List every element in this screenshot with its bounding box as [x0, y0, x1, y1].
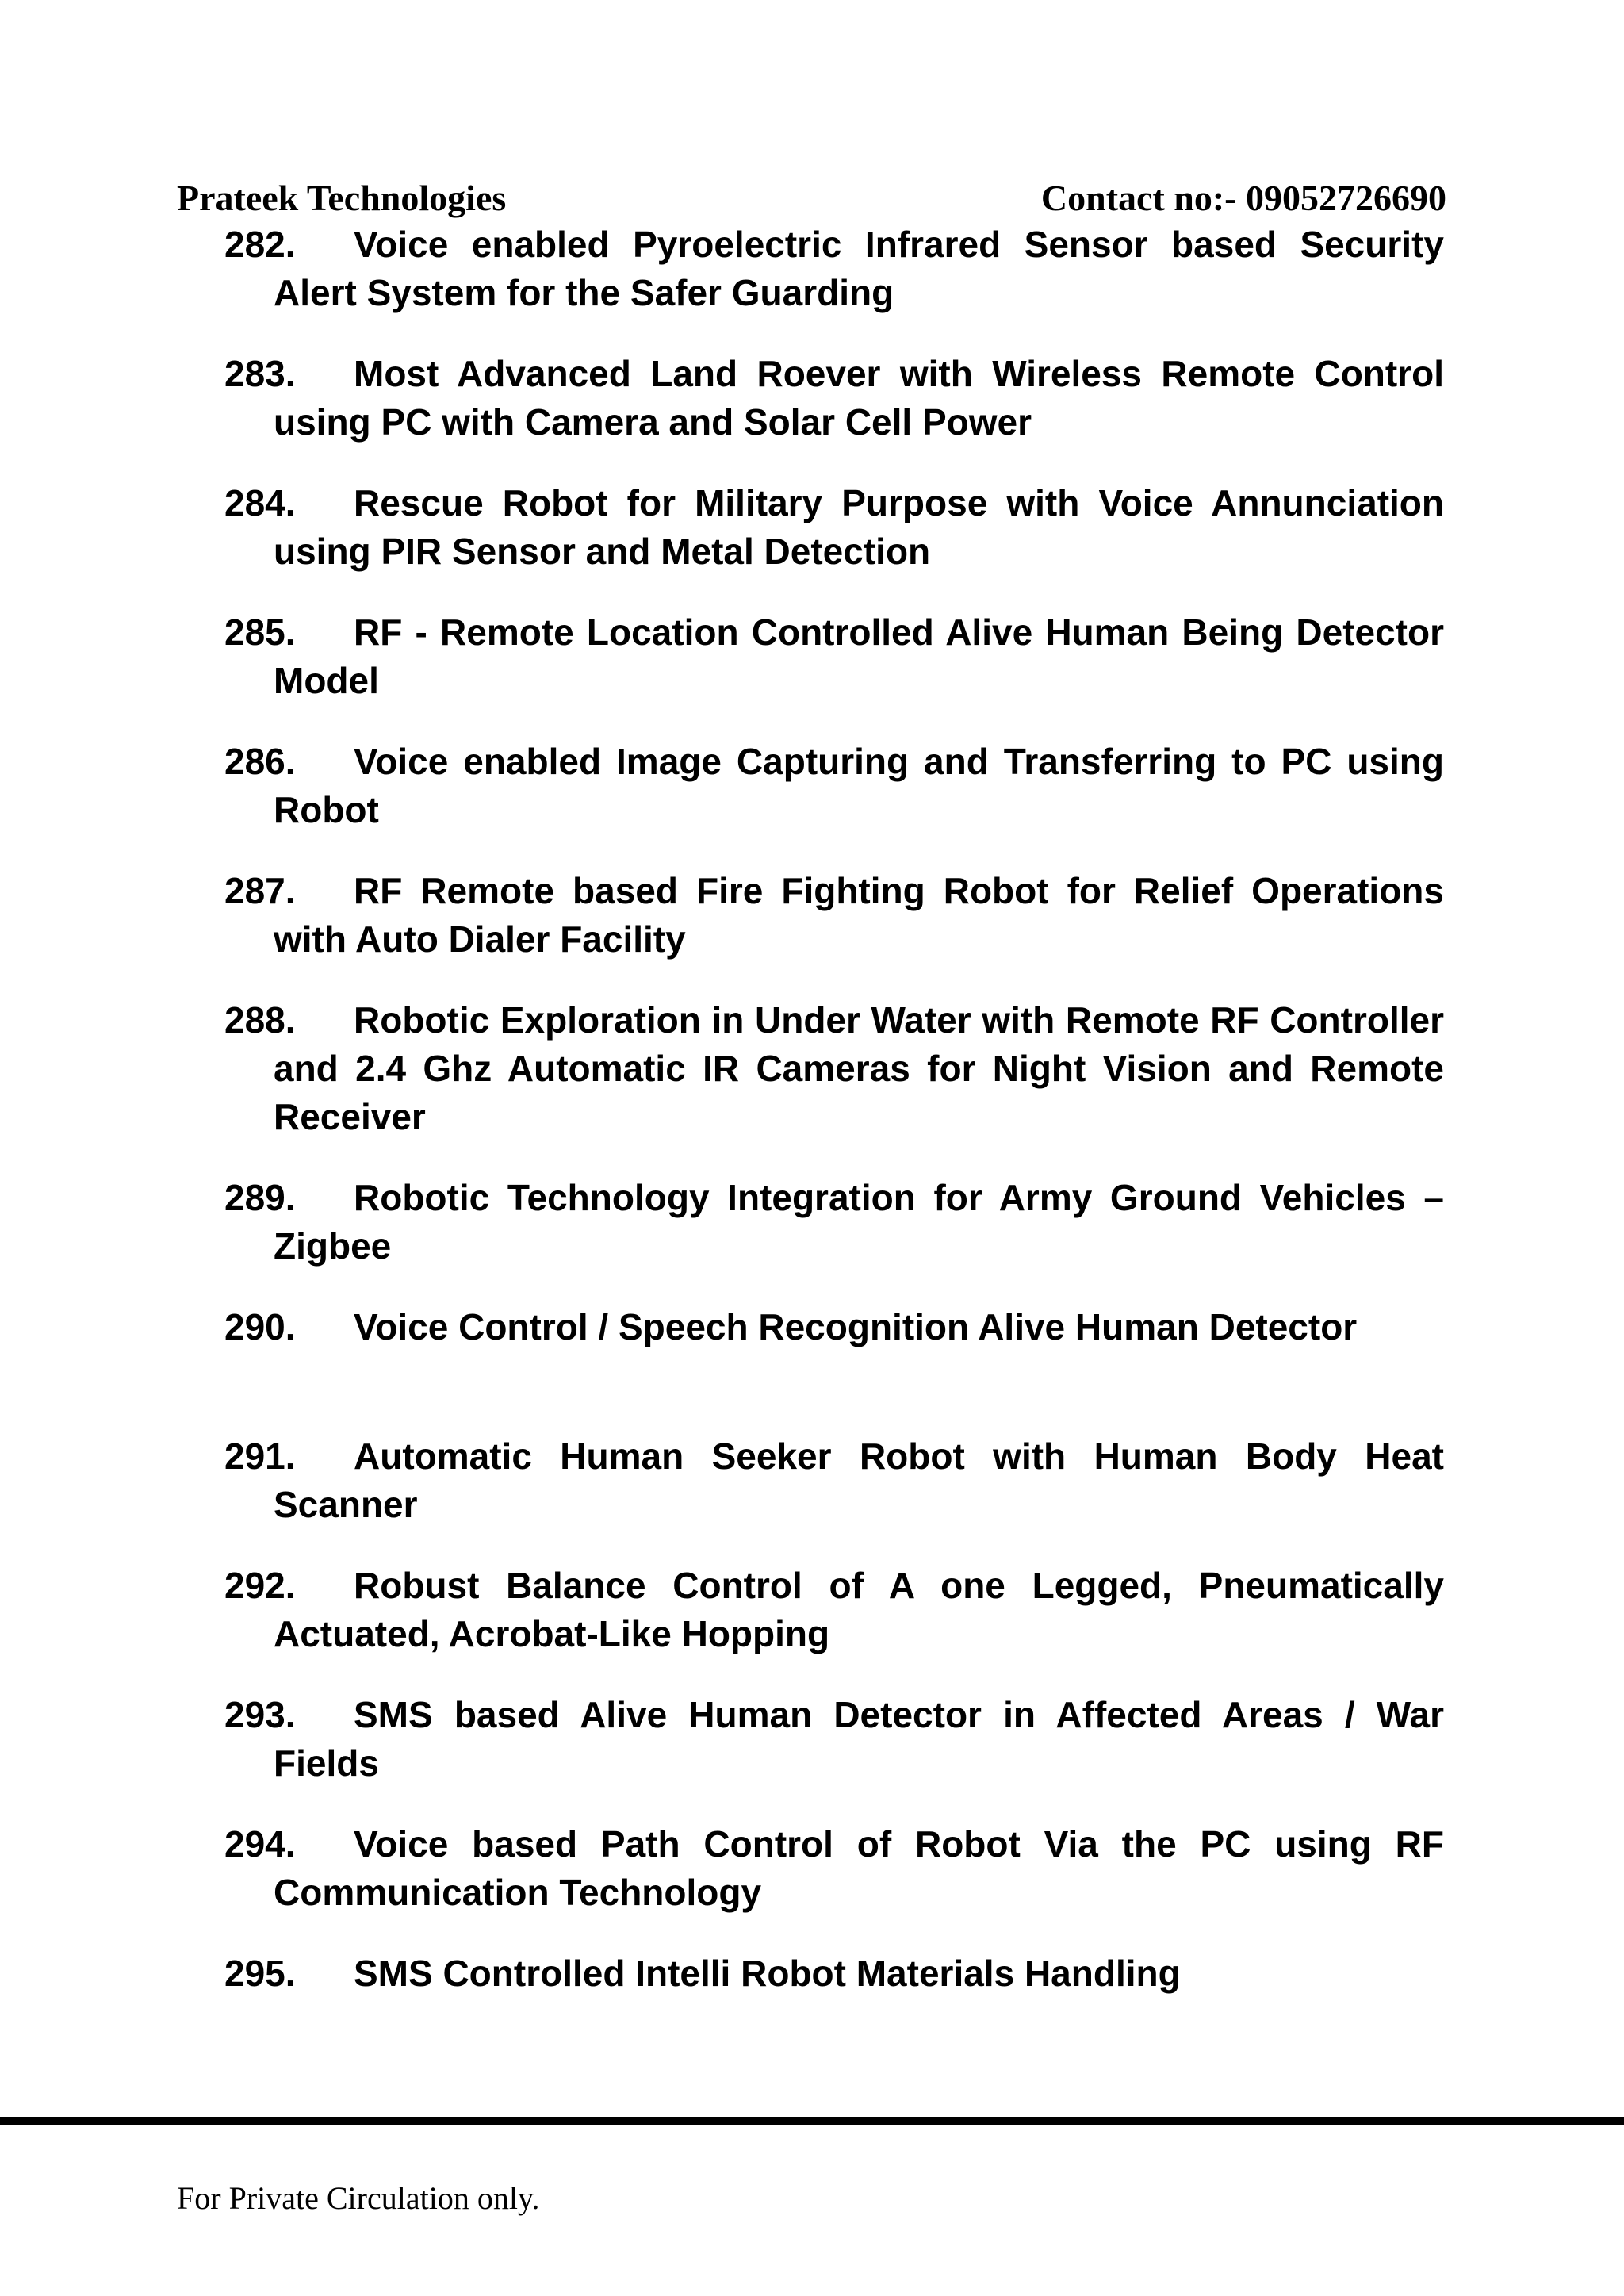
item-number: 287.	[224, 870, 296, 911]
item-text: RF - Remote Location Controlled Alive Human Being Detector Model	[274, 611, 1444, 701]
item-number: 285.	[224, 611, 296, 653]
item-text: Robotic Technology Integration for Army Ground Vehicles – Zigbee	[274, 1177, 1444, 1267]
footer-note: For Private Circulation only.	[177, 2180, 540, 2216]
list-item	[224, 1432, 1444, 1529]
item-number: 284.	[224, 482, 296, 523]
page-header	[177, 174, 1446, 222]
list-item	[224, 1562, 1444, 1658]
list-item	[224, 867, 1444, 964]
company-name: Prateek Technologies	[177, 178, 507, 218]
item-number: 283.	[224, 353, 296, 394]
list-item	[224, 738, 1444, 834]
list-item	[224, 1691, 1444, 1788]
list-item	[224, 996, 1444, 1141]
item-number: 288.	[224, 999, 296, 1041]
list-item	[224, 350, 1444, 447]
item-text: Robotic Exploration in Under Water with Remote RF Controller and 2.4 Ghz Automatic IR Cameras for Night Vision and Remote Receiver	[274, 999, 1444, 1137]
item-text: Automatic Human Seeker Robot with Human Body Heat Scanner	[274, 1435, 1444, 1525]
list-item	[224, 479, 1444, 576]
item-number: 289.	[224, 1177, 296, 1218]
item-number: 290.	[224, 1306, 296, 1347]
item-text: RF Remote based Fire Fighting Robot for Relief Operations with Auto Dialer Facility	[274, 870, 1444, 960]
list-item	[224, 1303, 1444, 1351]
contact-number: Contact no:- 09052726690	[1040, 178, 1446, 218]
list-item	[224, 1949, 1444, 1998]
item-number: 282.	[224, 224, 296, 265]
item-number: 292.	[224, 1565, 296, 1606]
item-text: SMS based Alive Human Detector in Affected Areas / War Fields	[274, 1694, 1444, 1784]
item-text: Voice Control / Speech Recognition Alive Human Detector	[354, 1306, 1358, 1347]
item-number: 295.	[224, 1953, 296, 1994]
item-number: 294.	[224, 1823, 296, 1865]
item-text: Voice enabled Image Capturing and Transferring to PC using Robot	[274, 741, 1444, 830]
item-text: Voice enabled Pyroelectric Infrared Sensor based Security Alert System for the Safer Guarding	[274, 224, 1444, 313]
item-text: Most Advanced Land Roever with Wireless Remote Control using PC with Camera and Solar Cell Power	[274, 353, 1444, 443]
item-text: Voice based Path Control of Robot Via the PC using RF Communication Technology	[274, 1823, 1444, 1913]
item-number: 291.	[224, 1435, 296, 1477]
item-text: Rescue Robot for Military Purpose with Voice Annunciation using PIR Sensor and Metal Detection	[274, 482, 1444, 572]
list-item	[224, 1174, 1444, 1271]
list-item	[224, 220, 1444, 317]
item-number: 286.	[224, 741, 296, 782]
item-text: SMS Controlled Intelli Robot Materials Handling	[354, 1953, 1181, 1994]
list-item	[224, 1820, 1444, 1917]
item-text: Robust Balance Control of A one Legged, Pneumatically Actuated, Acrobat-Like Hopping	[274, 1565, 1444, 1654]
list-item	[224, 608, 1444, 705]
item-number: 293.	[224, 1694, 296, 1735]
footer-divider	[0, 2117, 1624, 2125]
